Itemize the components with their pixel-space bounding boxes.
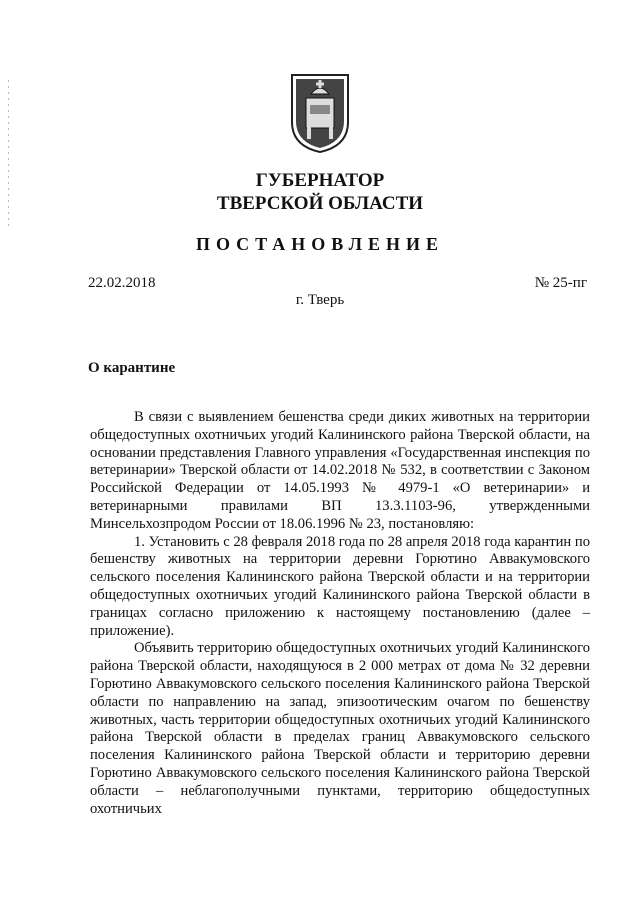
document-body xyxy=(90,409,590,818)
paragraph: 1. Установить с 28 февраля 2018 года по 28 апреля 2018 года карантин по бешенству животных на территории деревни Горютино Аввакумовского сельского поселения Калининского района Тверской области и на территории общедоступных охотничьих угодий Калининского района Тверской области в границах согласно приложению к настоящему постановлению (далее – приложение). xyxy=(90,533,590,639)
document-number: № 25-пг xyxy=(534,275,587,291)
document-city: г. Тверь xyxy=(295,292,345,308)
paragraph: В связи с выявлением бешенства среди диких животных на территории общедоступных охотничьих угодий Калининского района Тверской области, на основании представления Главного управления «Государственная инспекция по ветеринарии» Тверской области от 14.02.2018 № 532, в соответствии с Законом Российской Федерации от 14.05.1993 № 4979-1 «О ветеринарии» и ветеринарными правилами ВП 13.3.1103-96, утвержденными Минсельхозпродом России от 18.06.1996 № 23, постановляю: xyxy=(90,409,590,532)
issuer-region: ТВЕРСКОЙ ОБЛАСТИ xyxy=(216,193,424,214)
coat-of-arms-icon xyxy=(289,72,351,154)
paragraph: Объявить территорию общедоступных охотничьих угодий Калининского района Тверской области, находящуюся в 2 000 метрах от дома № 32 деревни Горютино Аввакумовского сельского поселения Калининского района Тверской области по направлению на запад, эпизоотическим очагом по бешенству животных, часть территории общедоступных охотничьих угодий Калининского района Тверской области в пределах границ Аввакумовского сельского поселения Калининского района Тверской области и территорию деревни Горютино Аввакумовского сельского поселения Калининского района Тверской области – неблагополучными пунктами, территорию общедоступных охотничьих xyxy=(90,640,590,817)
issuer-title: ГУБЕРНАТОР xyxy=(255,170,385,191)
document-type: ПОСТАНОВЛЕНИЕ xyxy=(195,234,445,254)
document-date: 22.02.2018 xyxy=(88,275,156,291)
document-subject: О карантине xyxy=(88,360,176,376)
